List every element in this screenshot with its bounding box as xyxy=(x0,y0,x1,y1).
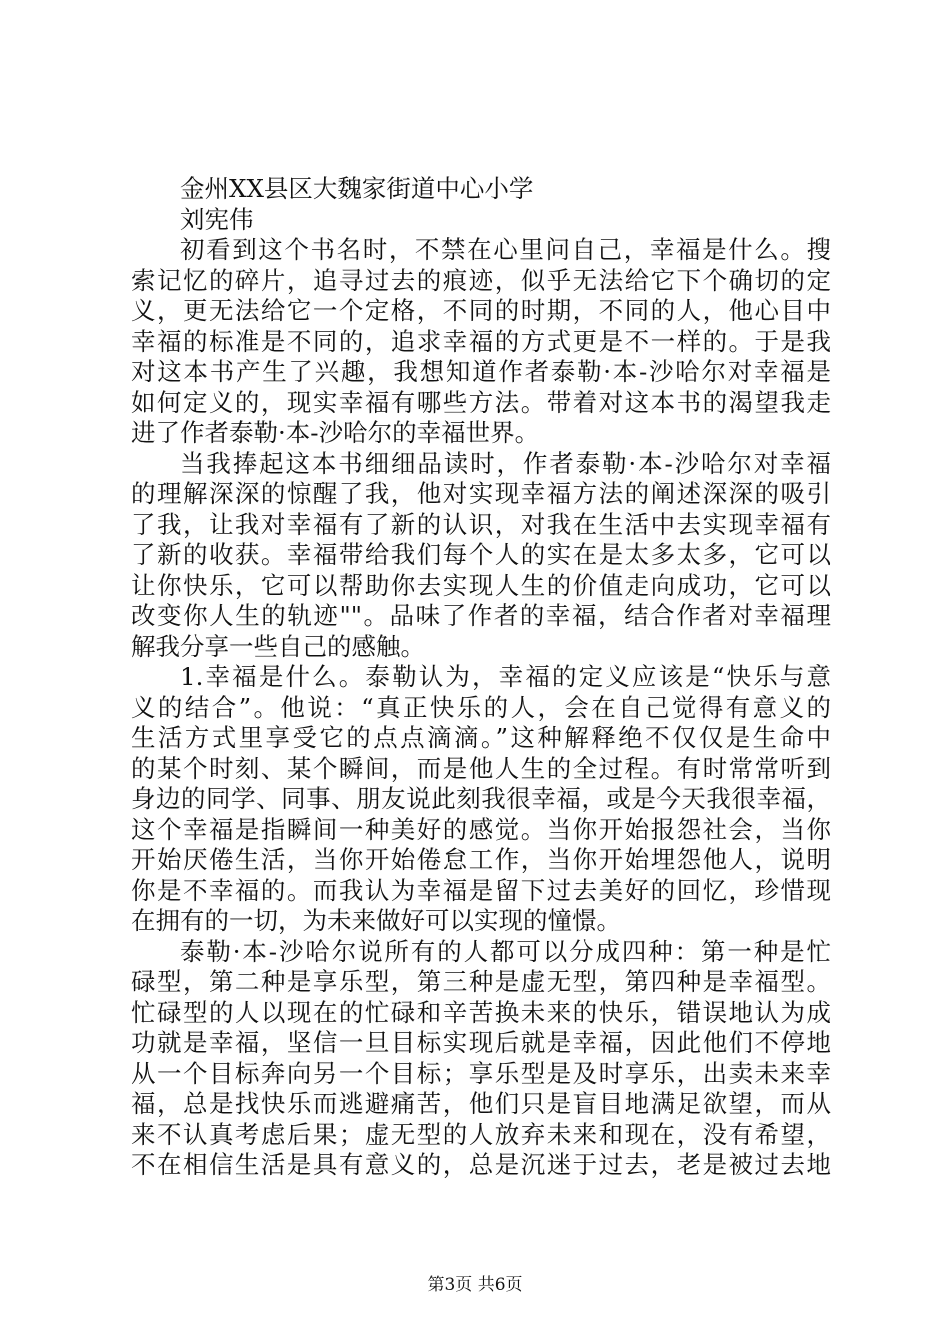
text-line: 泰勒·本-沙哈尔说所有的人都可以分成四种：第一种是忙 xyxy=(180,936,831,966)
text-line: 的某个时刻、某个瞬间，而是他人生的全过程。有时常常听到 xyxy=(131,753,831,783)
text-line: 福，总是找快乐而逃避痛苦，他们只是盲目地满足欲望，而从 xyxy=(131,1089,831,1118)
text-line: 索记忆的碎片，追寻过去的痕迹，似乎无法给它下个确切的定 xyxy=(131,265,831,295)
text-line: 解我分享一些自己的感触。 xyxy=(131,631,425,661)
text-line: 生活方式里享受它的点点滴滴。”这种解释绝不仅仅是生命中 xyxy=(131,723,831,752)
text-line: 如何定义的，现实幸福有哪些方法。带着对这本书的渴望我走 xyxy=(131,387,831,417)
text-line: 义，更无法给它一个定格，不同的时期，不同的人，他心目中 xyxy=(131,296,831,325)
text-line: 让你快乐，它可以帮助你去实现人生的价值走向成功，它可以 xyxy=(131,570,831,600)
text-line: 改变你人生的轨迹""。品味了作者的幸福，结合作者对幸福理 xyxy=(131,601,831,630)
text-line: 金州XX县区大魏家街道中心小学 xyxy=(180,174,534,203)
text-line: 开始厌倦生活，当你开始倦怠工作，当你开始埋怨他人，说明 xyxy=(131,845,831,874)
text-line: 在拥有的一切，为未来做好可以实现的憧憬。 xyxy=(131,906,621,935)
page-number-footer: 第3页 共6页 xyxy=(427,1275,523,1295)
text-line: 义的结合”。他说：“真正快乐的人，会在自己觉得有意义的 xyxy=(131,692,831,722)
text-line: 初看到这个书名时，不禁在心里问自己，幸福是什么。搜 xyxy=(180,235,831,264)
text-line: 刘宪伟 xyxy=(180,204,254,234)
text-line: 1.幸福是什么。泰勒认为，幸福的定义应该是“快乐与意 xyxy=(180,662,831,691)
text-line: 进了作者泰勒·本-沙哈尔的幸福世界。 xyxy=(131,418,540,447)
document-body xyxy=(131,174,831,1181)
text-line: 忙碌型的人以现在的忙碌和辛苦换未来的快乐，错误地认为成 xyxy=(131,997,831,1027)
text-line: 了我，让我对幸福有了新的认识，对我在生活中去实现幸福有 xyxy=(131,509,831,539)
text-line: 幸福的标准是不同的，追求幸福的方式更是不一样的。于是我 xyxy=(131,326,831,356)
text-line: 身边的同学、同事、朋友说此刻我很幸福，或是今天我很幸福， xyxy=(131,784,831,813)
text-line: 当我捧起这本书细细品读时，作者泰勒·本-沙哈尔对幸福 xyxy=(180,448,831,478)
text-line: 功就是幸福，坚信一旦目标实现后就是幸福，因此他们不停地 xyxy=(131,1028,831,1057)
text-line: 这个幸福是指瞬间一种美好的感觉。当你开始报怨社会，当你 xyxy=(131,814,831,844)
text-line: 来不认真考虑后果；虚无型的人放弃未来和现在，没有希望， xyxy=(131,1119,831,1149)
text-line: 不在相信生活是具有意义的，总是沉迷于过去，老是被过去地 xyxy=(131,1150,831,1179)
text-line: 碌型，第二种是享乐型，第三种是虚无型，第四种是幸福型。 xyxy=(131,967,831,996)
text-line: 从一个目标奔向另一个目标；享乐型是及时享乐，出卖未来幸 xyxy=(131,1058,831,1088)
text-line: 了新的收获。幸福带给我们每个人的实在是太多太多，它可以 xyxy=(131,540,831,569)
text-line: 你是不幸福的。而我认为幸福是留下过去美好的回忆，珍惜现 xyxy=(131,875,831,905)
text-line: 的理解深深的惊醒了我，他对实现幸福方法的阐述深深的吸引 xyxy=(131,479,831,508)
text-line: 对这本书产生了兴趣，我想知道作者泰勒·本-沙哈尔对幸福是 xyxy=(131,357,831,386)
